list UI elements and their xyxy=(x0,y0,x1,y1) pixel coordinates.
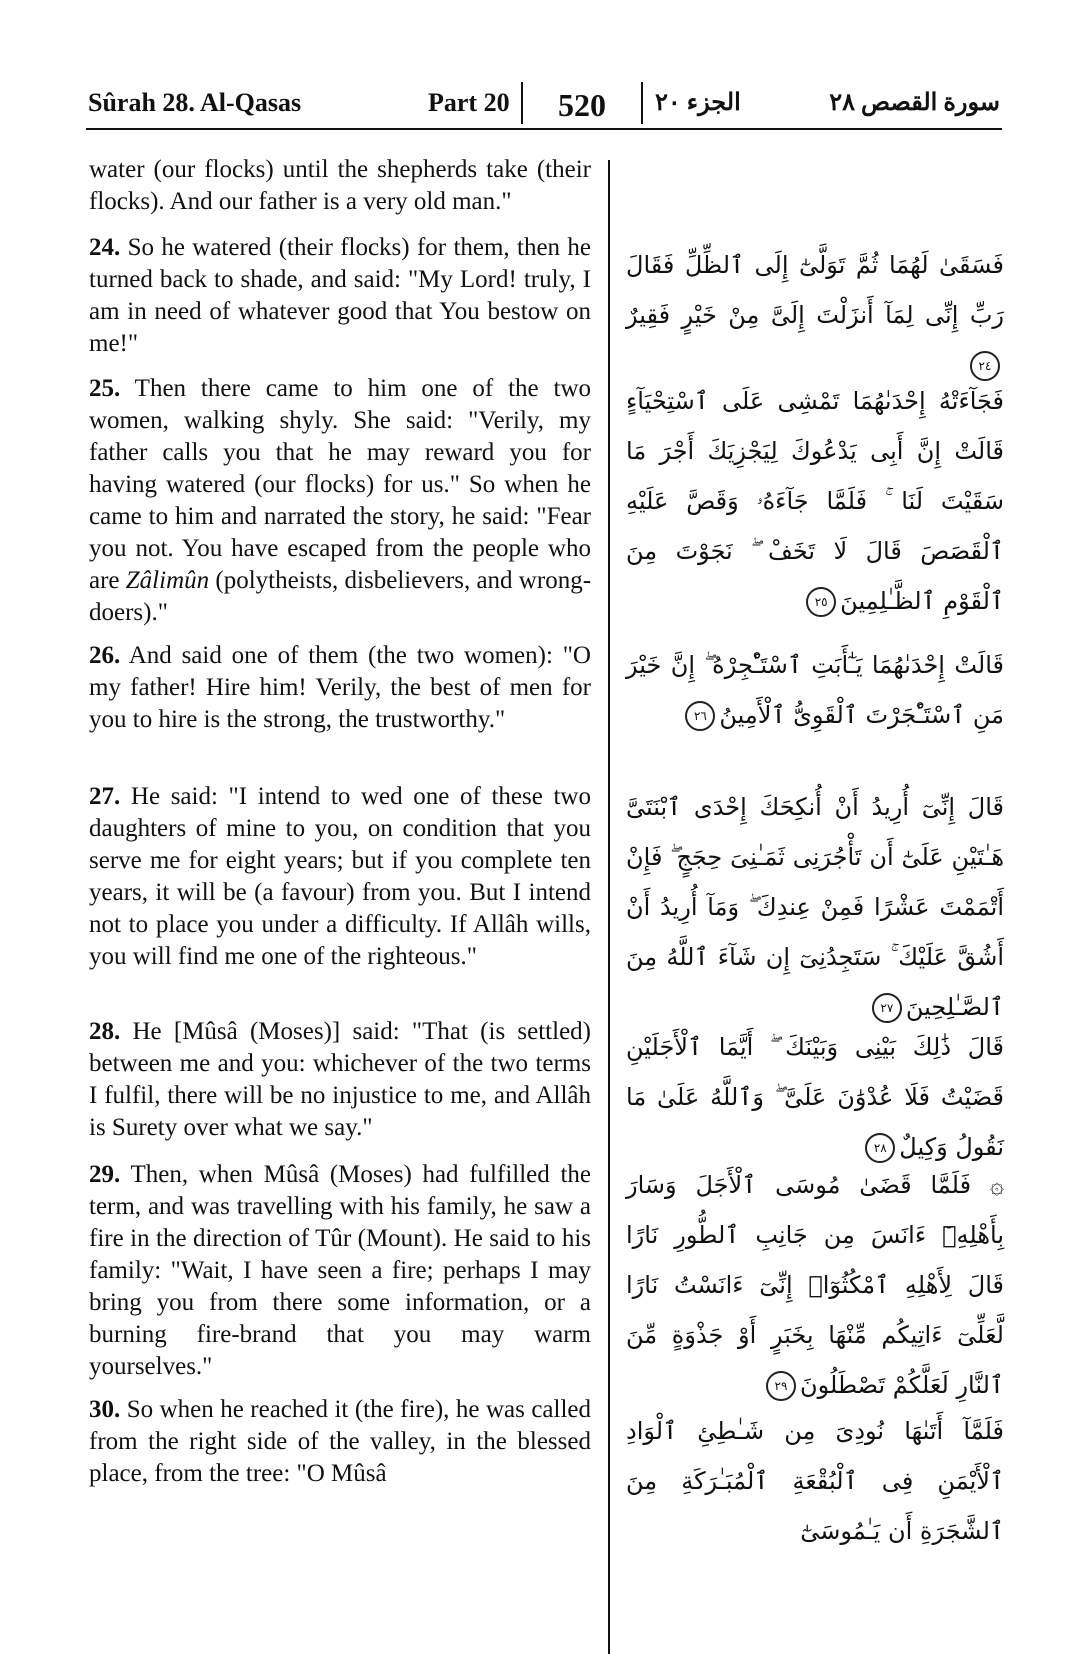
page-header xyxy=(0,82,1074,132)
verse-ar-26 xyxy=(626,640,1004,740)
part-label-en: Part 20 xyxy=(428,88,510,117)
verse-en-30 xyxy=(89,1394,591,1490)
verse-text: And said one of them (the two women): "O my father! Hire him! Verily, the best of men for you to hire is the strong, the trustworthy." xyxy=(89,642,591,733)
verse-end-marker: ٢٧ xyxy=(872,993,902,1023)
surah-title-ar: سورة القصص ٢٨ xyxy=(829,90,1000,116)
verse-ar-24 xyxy=(626,240,1004,390)
verse-en-25 xyxy=(89,373,591,629)
verse-en-24 xyxy=(89,232,591,360)
verse-number: 30. xyxy=(89,1396,121,1423)
arabic-text: قَالَ إِنِّىٓ أُرِيدُ أَنْ أُنكِحَكَ إِحْدَى ٱبْنَتَىَّ هَـٰتَيْنِ عَلَىٰٓ أَن تَأْجُرَنِى ثَمَـٰنِىَ حِجَجٍ ۖ فَإِنْ أَتْمَمْتَ عَشْرًا فَمِنْ عِندِكَ ۖ وَمَآ أُرِيدُ أَنْ أَشُقَّ عَلَيْكَ ۚ سَتَجِدُنِىٓ إِن شَآءَ ٱللَّهُ مِنَ ٱلصَّـٰلِحِينَ xyxy=(626,793,1004,1021)
verse-text: Then there came to him one of the two women, walking shyly. She said: "Verily, my father calls you that he may reward you for having watered (our flocks) for us." So when he came to him and narrated the story, he said: "Fear you not. You have escaped from the people who are xyxy=(89,375,591,594)
verse-en-26 xyxy=(89,640,591,736)
verse-ar-29 xyxy=(626,1160,1004,1410)
verse-end-marker: ٢٨ xyxy=(865,1133,895,1163)
surah-title-en: Sûrah 28. Al-Qasas xyxy=(88,88,302,117)
arabic-text: ۞ فَلَمَّا قَضَىٰ مُوسَى ٱلْأَجَلَ وَسَارَ بِأَهْلِهِۦٓ ءَانَسَ مِن جَانِبِ ٱلطُّورِ نَارًا قَالَ لِأَهْلِهِ ٱمْكُثُوٓا۟ إِنِّىٓ ءَانَسْتُ نَارًا لَّعَلِّىٓ ءَاتِيكُم مِّنْهَا بِخَبَرٍ أَوْ جَذْوَةٍ مِّنَ ٱلنَّارِ لَعَلَّكُمْ تَصْطَلُونَ xyxy=(626,1171,1004,1399)
verse-en-27 xyxy=(89,781,591,973)
arabic-text: فَجَآءَتْهُ إِحْدَىٰهُمَا تَمْشِى عَلَى ٱسْتِحْيَآءٍ قَالَتْ إِنَّ أَبِى يَدْعُوكَ لِيَجْزِيَكَ أَجْرَ مَا سَقَيْتَ لَنَا ۚ فَلَمَّا جَآءَهُۥ وَقَصَّ عَلَيْهِ ٱلْقَصَصَ قَالَ لَا تَخَفْ ۖ نَجَوْتَ مِنَ ٱلْقَوْمِ ٱلظَّـٰلِمِينَ xyxy=(626,387,1004,615)
verse-ar-27 xyxy=(626,782,1004,1032)
arabic-text: فَسَقَىٰ لَهُمَا ثُمَّ تَوَلَّىٰٓ إِلَى ٱلظِّلِّ فَقَالَ رَبِّ إِنِّى لِمَآ أَنزَلْتَ إِلَىَّ مِنْ خَيْرٍ فَقِيرٌ xyxy=(626,251,1004,329)
verse-end-marker: ٢٦ xyxy=(685,701,715,731)
part-label-ar: الجزء ٢٠ xyxy=(655,90,741,116)
header-rule xyxy=(86,128,1002,130)
verse-ar-25 xyxy=(626,376,1004,626)
arabic-text: فَلَمَّآ أَتَىٰهَا نُودِىَ مِن شَـٰطِئِ ٱلْوَادِ ٱلْأَيْمَنِ فِى ٱلْبُقْعَةِ ٱلْمُبَـٰرَكَةِ مِنَ ٱلشَّجَرَةِ أَن يَـٰمُوسَىٰٓ xyxy=(626,1417,1004,1545)
column-divider xyxy=(608,160,610,1654)
verse-end-marker: ٢٤ xyxy=(970,351,1000,381)
verse-text: (polytheists, disbelievers, and wrong-doers)." xyxy=(89,567,592,626)
arabic-text: قَالَ ذَٰلِكَ بَيْنِى وَبَيْنَكَ ۖ أَيَّمَا ٱلْأَجَلَيْنِ قَضَيْتُ فَلَا عُدْوَٰنَ عَلَىَّ ۖ وَٱللَّهُ عَلَىٰ مَا نَقُولُ وَكِيلٌ xyxy=(626,1033,1004,1161)
verse-en-28 xyxy=(89,1016,591,1144)
verse-number: 27. xyxy=(89,783,121,810)
verse-ar-28 xyxy=(626,1022,1004,1172)
verse-en-23-cont xyxy=(89,154,591,218)
verse-ar-30 xyxy=(626,1406,1004,1556)
verse-text: He [Mûsâ (Moses)] said: "That (is settled) between me and you: whichever of the two terms I fulfil, there will be no injustice to me, and Allâh is Surety over what we say." xyxy=(89,1018,591,1141)
verse-en-29 xyxy=(89,1159,591,1383)
verse-text: He said: "I intend to wed one of these two daughters of mine to you, on condition that you serve me for eight years; but if you complete ten years, it will be (a favour) from you. But I intend not to place you under a difficulty. If Allâh wills, you will find me one of the righteous." xyxy=(89,783,591,970)
italic-term: Zâlimûn xyxy=(125,567,210,594)
verse-text: So when he reached it (the fire), he was called from the right side of the valley, in the blessed place, from the tree: "O Mûsâ xyxy=(89,1396,591,1487)
verse-number: 28. xyxy=(89,1018,121,1045)
verse-number: 29. xyxy=(89,1161,121,1188)
verse-number: 26. xyxy=(89,642,121,669)
page-number: 520 xyxy=(521,82,643,124)
verse-number: 24. xyxy=(89,234,121,261)
verse-text: water (our flocks) until the shepherds take (their flocks). And our father is a very old man." xyxy=(89,156,591,215)
verse-text: So he watered (their flocks) for them, then he turned back to shade, and said: "My Lord! truly, I am in need of whatever good that You bestow on me!" xyxy=(89,234,591,357)
verse-end-marker: ٢٥ xyxy=(806,587,836,617)
verse-end-marker: ٢٩ xyxy=(766,1371,796,1401)
verse-text: Then, when Mûsâ (Moses) had fulfilled the term, and was travelling with his family, he saw a fire in the direction of Tûr (Mount). He said to his family: "Wait, I have seen a fire; perhaps I may bring you from there some information, or a burning fire-brand that you may warm yourselves." xyxy=(89,1161,591,1380)
arabic-text: قَالَتْ إِحْدَىٰهُمَا يَـٰٓأَبَتِ ٱسْتَـْٔجِرْهُ ۖ إِنَّ خَيْرَ مَنِ ٱسْتَـْٔجَرْتَ ٱلْقَوِىُّ ٱلْأَمِينُ xyxy=(626,651,1004,729)
verse-number: 25. xyxy=(89,375,121,402)
